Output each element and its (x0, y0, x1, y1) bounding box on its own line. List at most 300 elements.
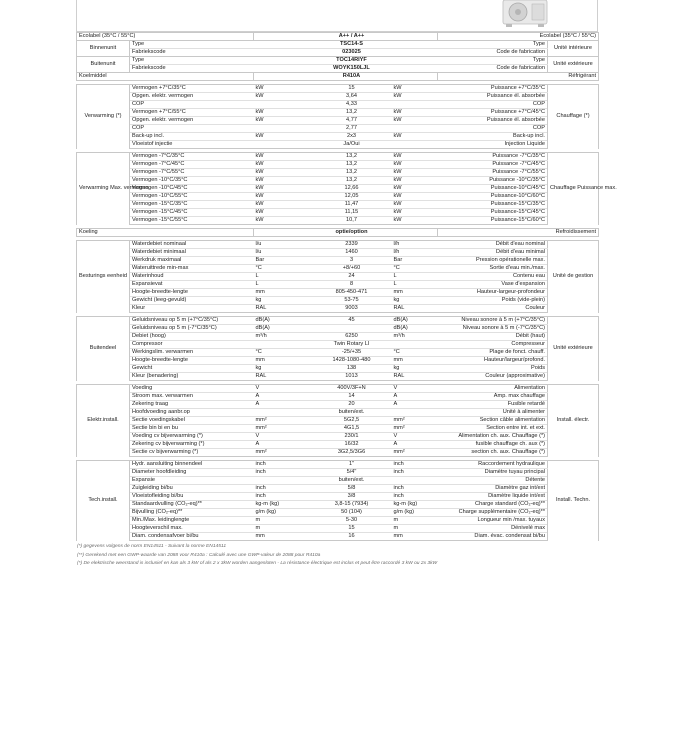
row-label-nl: Bijvulling (CO₂-eq)** (130, 509, 254, 517)
row-label-nl: Wateruittrede min-max (130, 265, 254, 273)
table-row (77, 385, 599, 393)
row-unit: m (392, 525, 438, 533)
table-row (77, 273, 599, 281)
row-value: 15 (312, 525, 392, 533)
spacer (392, 229, 438, 237)
table-row (77, 93, 599, 101)
row-label-nl: Waterdebiet minimaal (130, 249, 254, 257)
row-unit: A (254, 401, 312, 409)
row-unit: °C (254, 265, 312, 273)
row-label-fr: Niveau sonore à 5 m (+7°C/35°C) (438, 317, 548, 325)
row-label-nl: Zekering cv bijverwarming (*) (130, 441, 254, 449)
row-label-nl: Vermogen -10°C/45°C (130, 185, 254, 193)
row-label-fr: Amp. max chauffage (438, 393, 548, 401)
indoor-section-label-nl: Binnenunit (77, 41, 130, 57)
table-row (77, 525, 599, 533)
row-unit: kW (392, 93, 438, 101)
row-label-nl: Hoofdvoeding aanbr.op (130, 409, 254, 417)
row-value: 4G1,5 (312, 425, 392, 433)
row-label-fr: Dénivelé max (438, 525, 548, 533)
row-label-nl: Vermogen -10°C/55°C (130, 193, 254, 201)
table-row (77, 153, 599, 161)
row-label-fr: Refroidissement (438, 229, 599, 237)
row-label-nl: Vermogen -10°C/35°C (130, 177, 254, 185)
row-value: -25/+35 (312, 349, 392, 357)
table-row (77, 57, 599, 65)
row-label-fr: Hauteur/largeur/profond. (438, 357, 548, 365)
outdoor-section-label-nl: Buitenunit (77, 57, 130, 73)
outdoor-specs-section-label-nl: Buitendeel (77, 317, 130, 381)
row-unit: mm (254, 533, 312, 541)
row-label-nl: Kleur (130, 305, 254, 313)
row-value: 15 (312, 85, 392, 93)
table-row (77, 349, 599, 357)
row-label-fr: Raccordement hydraulique (438, 461, 548, 469)
table-row (77, 325, 599, 333)
table-row (77, 317, 599, 325)
table-row (77, 257, 599, 265)
spacer (254, 57, 312, 65)
row-value: 1460 (312, 249, 392, 257)
row-value: 50 (104) (312, 509, 392, 517)
row-value: 2x3 (312, 133, 392, 141)
row-unit (254, 141, 312, 149)
heating-section-label-fr: Chauffage (*) (548, 85, 599, 149)
row-label-fr: Code de fabrication (438, 65, 548, 73)
row-label-fr: Hauteur-largeur-profondeur (438, 289, 548, 297)
row-unit: g/m (kg) (254, 509, 312, 517)
table-row (77, 125, 599, 133)
row-label-nl: Vermogen +7°C/35°C (130, 85, 254, 93)
row-label-fr: Plage de fonct. chauff. (438, 349, 548, 357)
row-label-fr: Section câble alimentation (438, 417, 548, 425)
table-row (77, 333, 599, 341)
row-label-fr: Puissance él. absorbée (438, 93, 548, 101)
row-value: 16 (312, 533, 392, 541)
table-row (77, 281, 599, 289)
row-label-fr: Alimentation ch. aux. Chauffage (*) (438, 433, 548, 441)
row-unit: kg (392, 365, 438, 373)
row-value: 14 (312, 393, 392, 401)
row-label-fr: Poids (438, 365, 548, 373)
row-value (312, 325, 392, 333)
heating-max-section-label-nl: Verwarming Max. vermogen (77, 153, 130, 225)
table-row (77, 417, 599, 425)
table-row (77, 169, 599, 177)
row-value: 9003 (312, 305, 392, 313)
row-unit: dB(A) (392, 325, 438, 333)
row-value: WOYK150LJL (312, 65, 392, 73)
row-label-nl: Vermogen -15°C/55°C (130, 217, 254, 225)
spacer (392, 33, 438, 41)
row-label-nl: Hoogte-breedte-lengte (130, 357, 254, 365)
row-unit: Bar (254, 257, 312, 265)
spacer (254, 33, 312, 41)
row-label-fr: Diamètre tuyau principal (438, 469, 548, 477)
row-unit: l/u (254, 241, 312, 249)
row-value: A++ / A++ (312, 33, 392, 41)
table-row (77, 117, 599, 125)
table-row (77, 249, 599, 257)
refrigerant-row (77, 73, 599, 81)
row-label-fr: Diam. évac. condensat bi/bu (438, 533, 548, 541)
row-unit (254, 477, 312, 485)
row-unit: mm² (254, 417, 312, 425)
row-unit: kW (392, 193, 438, 201)
row-unit: kW (254, 217, 312, 225)
spacer (392, 65, 438, 73)
tech-section-label-nl: Tech.install. (77, 461, 130, 541)
management-section-label-nl: Besturings eenheid (77, 241, 130, 313)
row-label-fr: Compresseur (438, 341, 548, 349)
heating-section-label-nl: Verwarming (*) (77, 85, 130, 149)
row-label-nl: Sectie voedingskabel (130, 417, 254, 425)
row-unit: RAL (392, 373, 438, 381)
row-label-fr: Puissance-10°C/45°C (438, 185, 548, 193)
row-value: 805-450-471 (312, 289, 392, 297)
row-label-nl: Vermogen -7°C/35°C (130, 153, 254, 161)
table-row (77, 241, 599, 249)
row-unit: kW (254, 93, 312, 101)
row-value: 3 (312, 257, 392, 265)
row-unit: mm (254, 357, 312, 365)
row-unit: kW (254, 201, 312, 209)
row-label-fr: Diamètre gaz int/ext (438, 485, 548, 493)
row-label-fr: Charge supplémentaire (CO₂-eq)** (438, 509, 548, 517)
row-unit: kg (254, 297, 312, 305)
row-unit: inch (392, 461, 438, 469)
row-unit: m (254, 517, 312, 525)
row-unit: kW (254, 185, 312, 193)
row-unit (254, 409, 312, 417)
row-unit: inch (254, 485, 312, 493)
footnotes (77, 543, 437, 569)
row-value: optie/option (312, 229, 392, 237)
row-value: 6250 (312, 333, 392, 341)
row-unit: dB(A) (392, 317, 438, 325)
row-unit: inch (392, 469, 438, 477)
row-label-fr: Débit d'eau nominal (438, 241, 548, 249)
row-unit: mm (392, 357, 438, 365)
row-label-fr: Poids (vide-plein) (438, 297, 548, 305)
row-value: 20 (312, 401, 392, 409)
row-label-nl: Werkingslim. verwarmen (130, 349, 254, 357)
table-row (77, 289, 599, 297)
outdoor-specs-section-label-fr: Unité extérieure (548, 317, 599, 381)
row-unit: kW (254, 193, 312, 201)
row-unit: mm (392, 533, 438, 541)
row-value: 24 (312, 273, 392, 281)
row-unit: mm² (254, 425, 312, 433)
row-label-nl: Hoogteverschil max. (130, 525, 254, 533)
row-unit: RAL (392, 305, 438, 313)
row-unit (392, 477, 438, 485)
row-label-fr: Couleur (approximative) (438, 373, 548, 381)
row-label-nl: Debiet (hoog) (130, 333, 254, 341)
table-row (77, 493, 599, 501)
spacer (254, 73, 312, 81)
footnote: (*) De elektrische weerstand is inclusief en kan als 3 kW of als 2 x 3kW worden aangesloten - La résistance électrique est inclus et peut être raccordé 3 kW ou 2x 3kW (77, 561, 438, 567)
table-row (77, 341, 599, 349)
row-label-nl: Voeding (130, 385, 254, 393)
row-value: 13,2 (312, 169, 392, 177)
row-value: 5-30 (312, 517, 392, 525)
table-row (77, 161, 599, 169)
table-row (77, 401, 599, 409)
table-row (77, 193, 599, 201)
row-unit: kW (254, 161, 312, 169)
row-unit: kg (392, 297, 438, 305)
row-label-fr: Code de fabrication (438, 49, 548, 57)
row-value: 12,66 (312, 185, 392, 193)
row-unit: V (392, 385, 438, 393)
row-unit: RAL (254, 373, 312, 381)
row-label-fr: Pression opérationelle max. (438, 257, 548, 265)
table-row (77, 305, 599, 313)
row-label-fr: Type (438, 57, 548, 65)
row-label-nl: COP (130, 125, 254, 133)
row-unit: m³/h (254, 333, 312, 341)
spacer (392, 73, 438, 81)
row-unit: kW (254, 177, 312, 185)
table-row (77, 133, 599, 141)
row-label-fr: Sortie d'eau min./max. (438, 265, 548, 273)
table-row (77, 433, 599, 441)
row-unit: mm² (392, 417, 438, 425)
row-value: Twin Rotary LI (312, 341, 392, 349)
row-unit: °C (254, 349, 312, 357)
table-row (77, 373, 599, 381)
table-row (77, 425, 599, 433)
row-label-nl: Vermogen +7°C/55°C (130, 109, 254, 117)
row-unit: kW (392, 133, 438, 141)
table-row (77, 485, 599, 493)
table-row (77, 393, 599, 401)
table-row (77, 109, 599, 117)
row-label-nl: Expansievat (130, 281, 254, 289)
spec-table (76, 32, 617, 541)
row-value: 1" (312, 461, 392, 469)
row-label-fr: Puissance-15°C/35°C (438, 201, 548, 209)
row-label-fr: Vase d'expansion (438, 281, 548, 289)
table-row (77, 49, 599, 57)
row-label-nl: Koeling (77, 229, 254, 237)
row-label-nl: Stroom max. verwarmen (130, 393, 254, 401)
row-value: 53-75 (312, 297, 392, 305)
row-value: 45 (312, 317, 392, 325)
spacer (254, 229, 312, 237)
tech-section-label-fr: Install. Techn. (548, 461, 599, 541)
row-label-nl: Waterdebiet nominaal (130, 241, 254, 249)
row-label-fr: Puissance +7°C/35°C (438, 85, 548, 93)
row-unit: Bar (392, 257, 438, 265)
row-label-nl: Vloeistofleiding bi/bu (130, 493, 254, 501)
row-label-nl: Ecolabel (35°C / 55°C) (77, 33, 254, 41)
row-value: 230/1 (312, 433, 392, 441)
row-unit: kW (254, 153, 312, 161)
spec-sheet (76, 0, 617, 567)
table-row (77, 141, 599, 149)
row-label-nl: Vermogen -15°C/45°C (130, 209, 254, 217)
row-label-nl: Type (130, 57, 254, 65)
row-unit: A (392, 441, 438, 449)
row-unit (254, 341, 312, 349)
row-label-fr: Unité à alimenter (438, 409, 548, 417)
row-unit: kW (392, 201, 438, 209)
row-label-nl: Waterinhoud (130, 273, 254, 281)
row-value: 138 (312, 365, 392, 373)
row-label-nl: Hoogte-breedte-lengte (130, 289, 254, 297)
row-unit: L (254, 281, 312, 289)
row-label-nl: Sectie cv bijverwarming (*) (130, 449, 254, 457)
spacer (392, 57, 438, 65)
row-label-fr: COP (438, 125, 548, 133)
row-unit: kW (254, 209, 312, 217)
row-unit: L (392, 281, 438, 289)
row-label-nl: Vermogen -7°C/55°C (130, 169, 254, 177)
row-unit: mm² (392, 449, 438, 457)
row-label-nl: Min./Max. leidinglengte (130, 517, 254, 525)
row-unit: dB(A) (254, 317, 312, 325)
row-value: 023025 (312, 49, 392, 57)
row-unit: mm (392, 289, 438, 297)
row-label-nl: Geluidsniveau op 5 m (+7°C/35°C) (130, 317, 254, 325)
row-value: TOC14RIYF (312, 57, 392, 65)
row-label-nl: Sectie bin bi en bu (130, 425, 254, 433)
row-label-fr: Puissance -7°C/35°C (438, 153, 548, 161)
row-label-fr: Diamètre liquide int/ext (438, 493, 548, 501)
row-unit: kW (254, 117, 312, 125)
row-unit: L (392, 273, 438, 281)
row-value: 13,2 (312, 177, 392, 185)
row-label-nl: Gewicht (leeg-gevuld) (130, 297, 254, 305)
row-value: 11,15 (312, 209, 392, 217)
table-row (77, 469, 599, 477)
row-unit: kW (392, 169, 438, 177)
row-value: 4,33 (312, 101, 392, 109)
row-label-fr: Détente (438, 477, 548, 485)
row-unit: kg (254, 365, 312, 373)
row-value: Ja/Oui (312, 141, 392, 149)
row-unit: g/m (kg) (392, 509, 438, 517)
row-value: 5/4" (312, 469, 392, 477)
outdoor-section-label-fr: Unité extérieure (548, 57, 599, 73)
spacer (254, 41, 312, 49)
row-label-fr: Longueur min /max. tuyaux (438, 517, 548, 525)
row-unit: kW (392, 177, 438, 185)
row-unit: m (392, 517, 438, 525)
row-unit: l/h (392, 249, 438, 257)
row-label-fr: Puissance-10°C/60°C (438, 193, 548, 201)
row-label-fr: Débit (haut) (438, 333, 548, 341)
management-section-label-fr: Unité de gestion (548, 241, 599, 313)
row-label-nl: Voeding cv bijverwarming (*) (130, 433, 254, 441)
row-label-nl: Zekering traag (130, 401, 254, 409)
row-unit (392, 409, 438, 417)
row-unit: mm² (254, 449, 312, 457)
row-label-fr: Puissance -7°C/45°C (438, 161, 548, 169)
row-label-fr: Couleur (438, 305, 548, 313)
table-row (77, 297, 599, 305)
row-label-nl: Vermogen -15°C/35°C (130, 201, 254, 209)
row-label-fr: COP (438, 101, 548, 109)
table-row (77, 209, 599, 217)
row-unit (254, 101, 312, 109)
table-row (77, 461, 599, 469)
table-row (77, 217, 599, 225)
row-value: 8 (312, 281, 392, 289)
table-row (77, 65, 599, 73)
row-unit: kW (254, 85, 312, 93)
row-label-nl: COP (130, 101, 254, 109)
row-value: 1013 (312, 373, 392, 381)
row-label-nl: Vloeistof injectie (130, 141, 254, 149)
row-value: 5/8 (312, 485, 392, 493)
row-unit (392, 101, 438, 109)
row-value: 3,64 (312, 93, 392, 101)
row-label-fr: Puissance él. absorbée (438, 117, 548, 125)
footnote: (**) Gerekend met een GWP-waarde van 2088 voor R410a : Calculé avec une GWP-valeur de 2088 pour R410a (77, 552, 321, 558)
row-label-nl: Back-up incl. (130, 133, 254, 141)
row-label-nl: Zuigleiding bi/bu (130, 485, 254, 493)
row-unit: mm (254, 289, 312, 297)
row-label-nl: Fabriekscode (130, 65, 254, 73)
row-label-nl: Diameter hoofdleiding (130, 469, 254, 477)
row-label-fr: Contenu eau (438, 273, 548, 281)
row-value: 3G2,5/3G6 (312, 449, 392, 457)
row-unit: kW (392, 85, 438, 93)
row-label-fr: Puissance-15°C/45°C (438, 209, 548, 217)
table-row (77, 85, 599, 93)
row-unit (392, 341, 438, 349)
row-unit: °C (392, 265, 438, 273)
electrical-section-label-nl: Elektr.install. (77, 385, 130, 457)
spacer (392, 49, 438, 57)
footnote: (*) gegevens volgens de norm EN14511 - Suivant la norme EN14511 (77, 544, 227, 549)
row-unit: kW (392, 153, 438, 161)
row-label-nl: Gewicht (130, 365, 254, 373)
table-row (77, 449, 599, 457)
table-row (77, 409, 599, 417)
row-unit: RAL (254, 305, 312, 313)
row-label-fr: Niveau sonore à 5 m (-7°C/35°C) (438, 325, 548, 333)
row-unit: inch (254, 493, 312, 501)
row-label-nl: Opgen. elektr. vermogen (130, 117, 254, 125)
ecolabel-row (77, 33, 599, 41)
row-value: 2339 (312, 241, 392, 249)
row-value: 2,77 (312, 125, 392, 133)
row-label-nl: Diam. condensafvoer bi/bu (130, 533, 254, 541)
row-unit: L (254, 273, 312, 281)
row-unit (254, 125, 312, 133)
row-unit: kW (392, 117, 438, 125)
row-label-fr: Puissance -10°C/35°C (438, 177, 548, 185)
table-row (77, 41, 599, 49)
product-image-area (76, 0, 598, 32)
spacer (392, 41, 438, 49)
heating-max-section-label-fr: Chauffage Puissance max. (548, 153, 599, 225)
row-label-nl: Werkdruk maximaal (130, 257, 254, 265)
row-unit (392, 141, 438, 149)
row-label-fr: Débit d'eau minimal (438, 249, 548, 257)
row-label-fr: Fusible retardé (438, 401, 548, 409)
table-row (77, 365, 599, 373)
row-label-fr: Injection Liquide (438, 141, 548, 149)
row-unit: kg-m (kg) (392, 501, 438, 509)
row-unit: inch (392, 493, 438, 501)
table-row (77, 517, 599, 525)
row-label-nl: Opgen. elektr. vermogen (130, 93, 254, 101)
